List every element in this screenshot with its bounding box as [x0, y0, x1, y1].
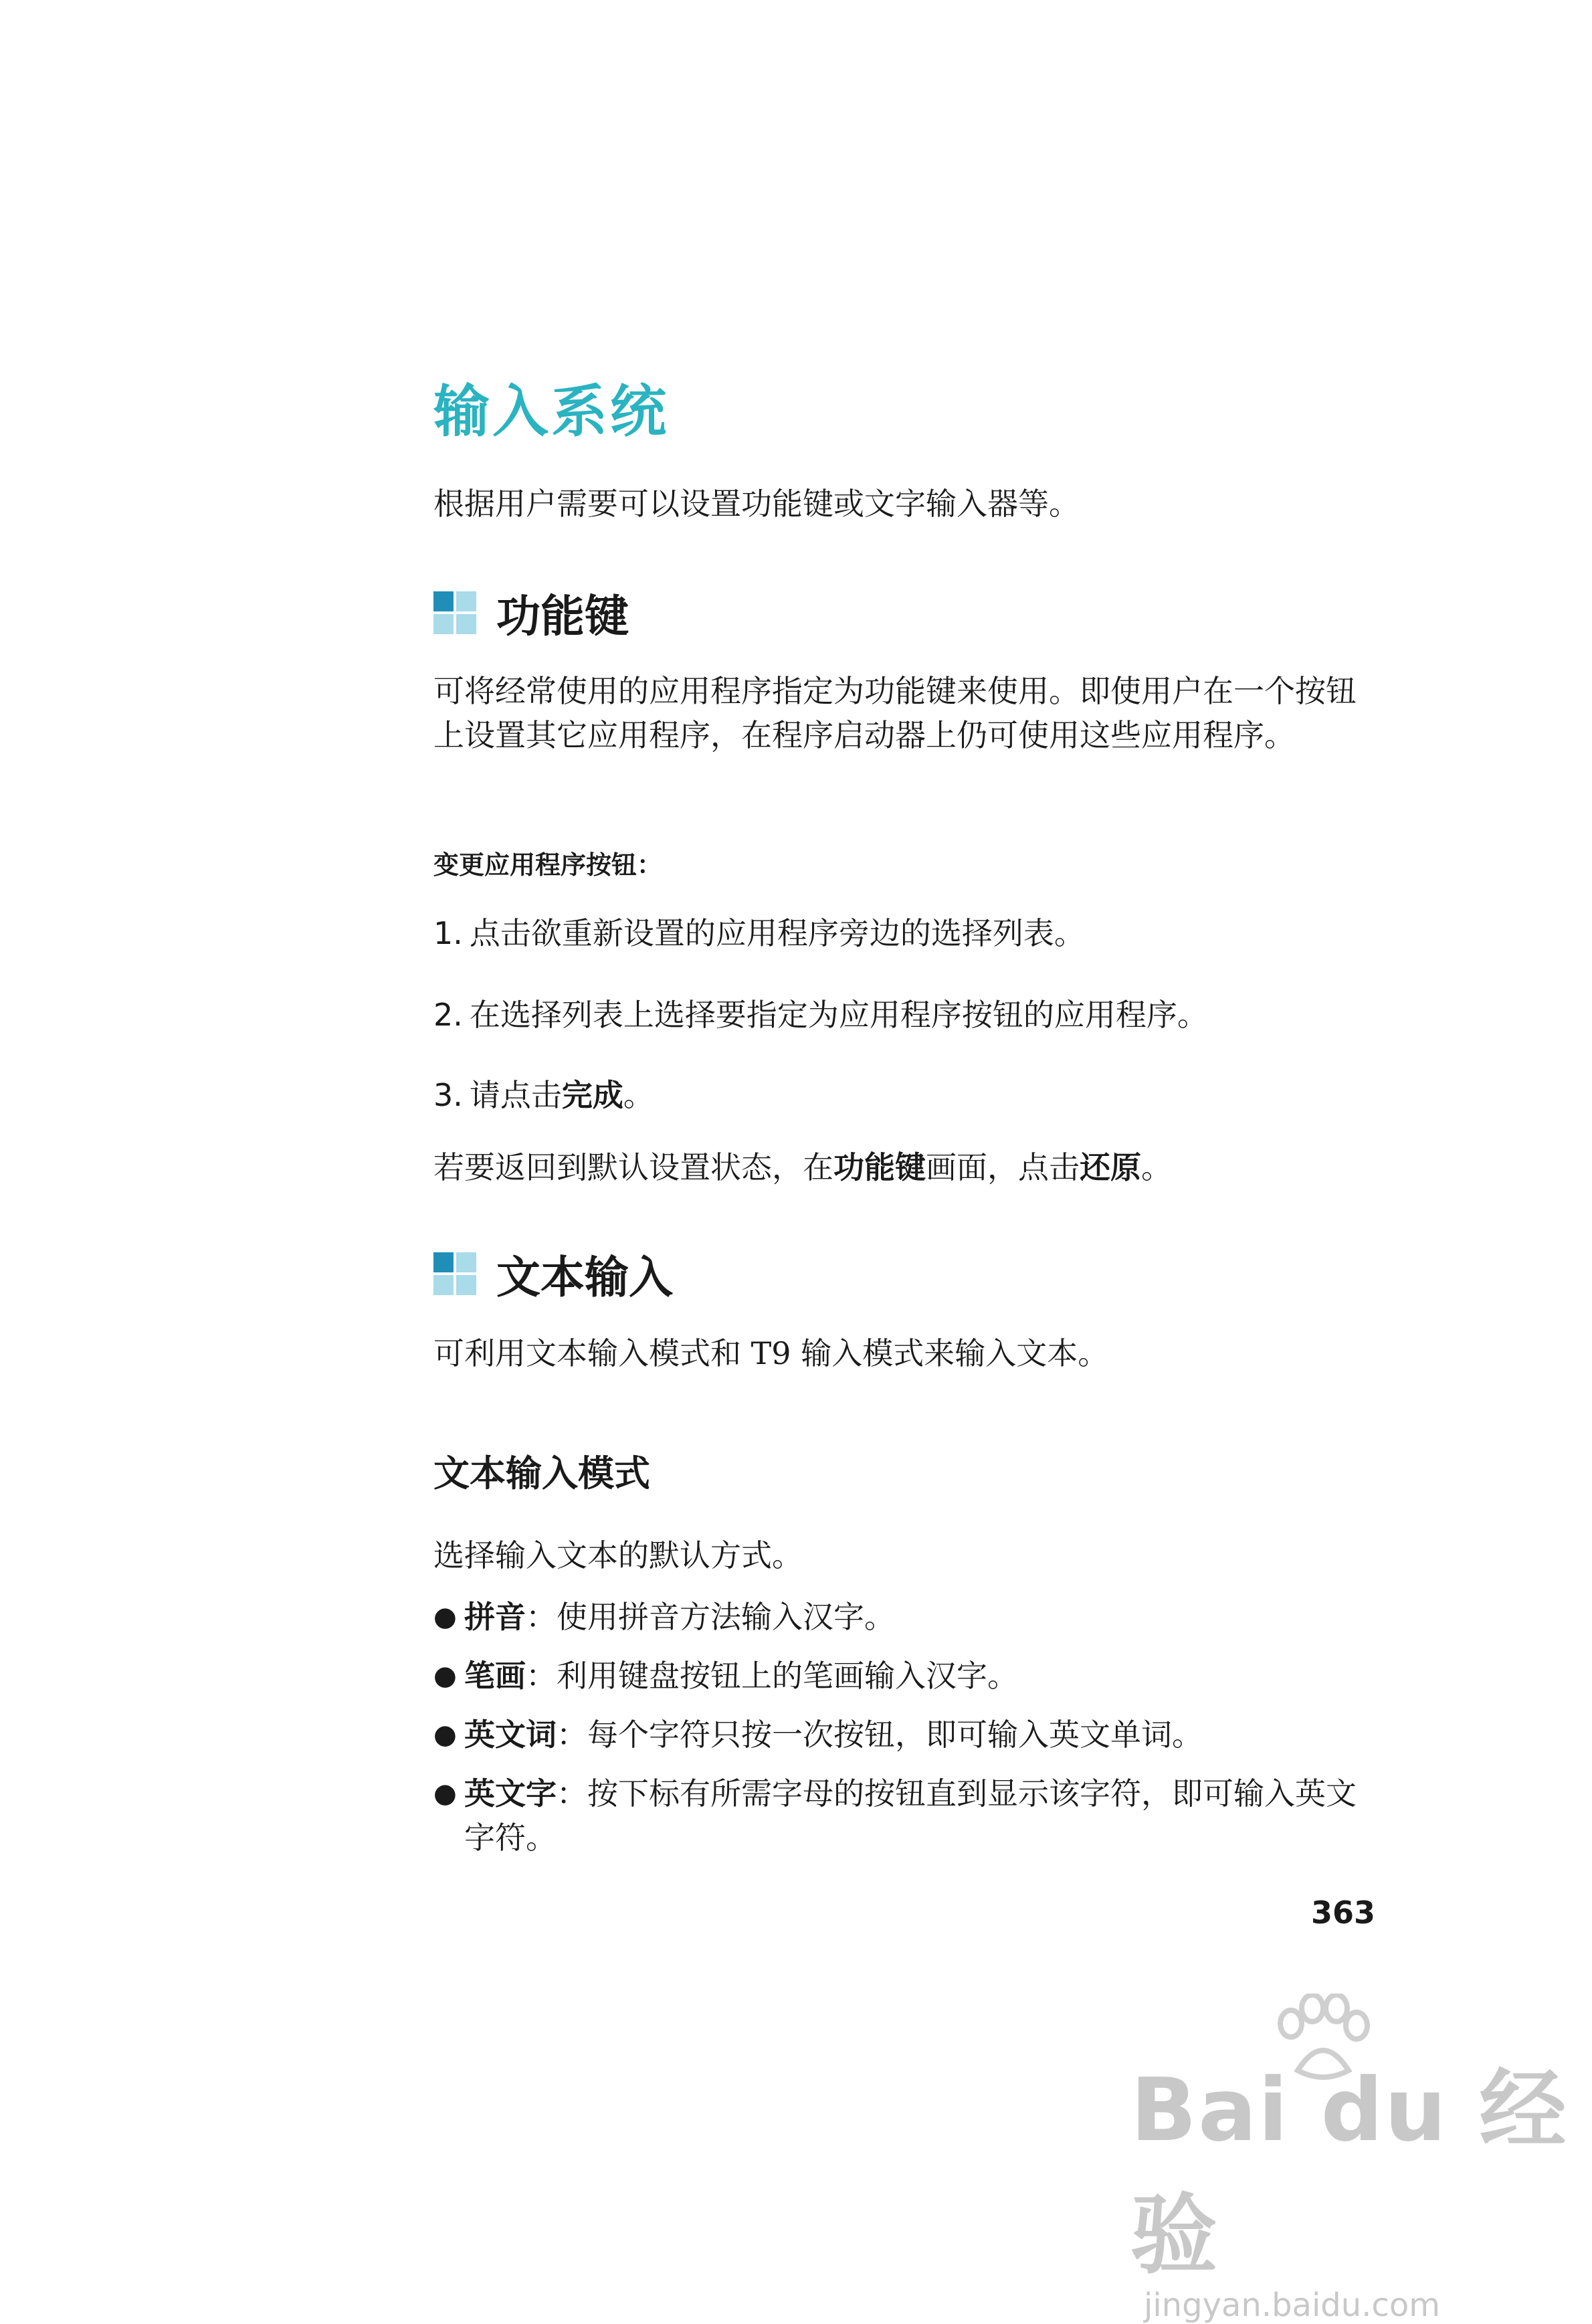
- restore-paragraph: [433, 1145, 1370, 1189]
- restore-text: 画面，点击: [926, 1149, 1080, 1185]
- step-item: [433, 993, 1370, 1037]
- step-item: [433, 1073, 1370, 1117]
- bullet-label: 拼音: [464, 1599, 526, 1635]
- watermark-logo: Bai du 经验: [1130, 2059, 1568, 2286]
- restore-bold-term: 功能键: [833, 1149, 926, 1185]
- paw-icon: [1271, 1994, 1371, 2087]
- step-number: 2.: [433, 997, 463, 1033]
- text-input-mode-heading: 文本输入模式: [433, 1452, 650, 1494]
- bullet-icon: ●: [433, 1602, 457, 1632]
- bullet-icon: ●: [433, 1719, 457, 1750]
- page-title: 输入系统: [433, 379, 670, 444]
- watermark-url: jingyan.baidu.com: [1144, 2287, 1440, 2324]
- baidu-watermark: [1130, 2040, 1592, 2324]
- restore-text: 。: [1141, 1149, 1172, 1185]
- section-heading-text-input: [433, 1242, 673, 1305]
- step-text: 点击欲重新设置的应用程序旁边的选择列表。: [469, 915, 1085, 951]
- list-item: [433, 1654, 1370, 1698]
- section-heading-function-keys: [433, 581, 629, 644]
- bullet-text: ：每个字符只按一次按钮，即可输入英文单词。: [557, 1717, 1203, 1753]
- bullet-label: 英文字: [464, 1775, 557, 1812]
- bullet-label: 笔画: [464, 1658, 526, 1694]
- bullet-text: ：按下标有所需字母的按钮直到显示该字符，即可输入英文字符。: [464, 1775, 1357, 1856]
- text-input-paragraph: 可利用文本输入模式和 T9 输入模式来输入文本。: [433, 1335, 1109, 1371]
- step-text: 请点击: [469, 1077, 562, 1113]
- change-button-subhead: 变更应用程序按钮：: [433, 850, 663, 880]
- bullet-text: ：使用拼音方法输入汉字。: [526, 1599, 895, 1635]
- bullet-icon: ●: [433, 1660, 457, 1691]
- intro-paragraph: 根据用户需要可以设置功能键或文字输入器等。: [433, 486, 1080, 522]
- step-item: [433, 911, 1370, 955]
- bullet-icon: ●: [433, 1778, 457, 1809]
- step-text-suffix: 。: [623, 1077, 654, 1113]
- list-item: [433, 1713, 1370, 1757]
- page-number: 363: [1311, 1895, 1376, 1931]
- restore-text: 若要返回到默认设置状态，在: [433, 1149, 833, 1185]
- bullet-text: ：利用键盘按钮上的笔画输入汉字。: [526, 1658, 1018, 1694]
- text-input-mode-paragraph: 选择输入文本的默认方式。: [433, 1537, 803, 1573]
- step-bold-term: 完成: [561, 1077, 623, 1113]
- list-item: [433, 1595, 1370, 1639]
- bullet-label: 英文词: [464, 1717, 557, 1753]
- section-square-icon: [433, 1252, 476, 1295]
- restore-bold-term: 还原: [1080, 1149, 1141, 1185]
- list-item: [433, 1771, 1370, 1860]
- step-number: 3.: [433, 1077, 463, 1113]
- section-heading-label: 文本输入: [496, 1252, 673, 1303]
- function-keys-paragraph: 可将经常使用的应用程序指定为功能键来使用。即使用户在一个按钮上设置其它应用程序，在程序启动器上仍可使用这些应用程序。: [433, 673, 1357, 753]
- section-square-icon: [433, 591, 476, 634]
- step-text: 在选择列表上选择要指定为应用程序按钮的应用程序。: [469, 997, 1208, 1033]
- section-heading-label: 功能键: [496, 591, 629, 642]
- step-number: 1.: [433, 915, 463, 951]
